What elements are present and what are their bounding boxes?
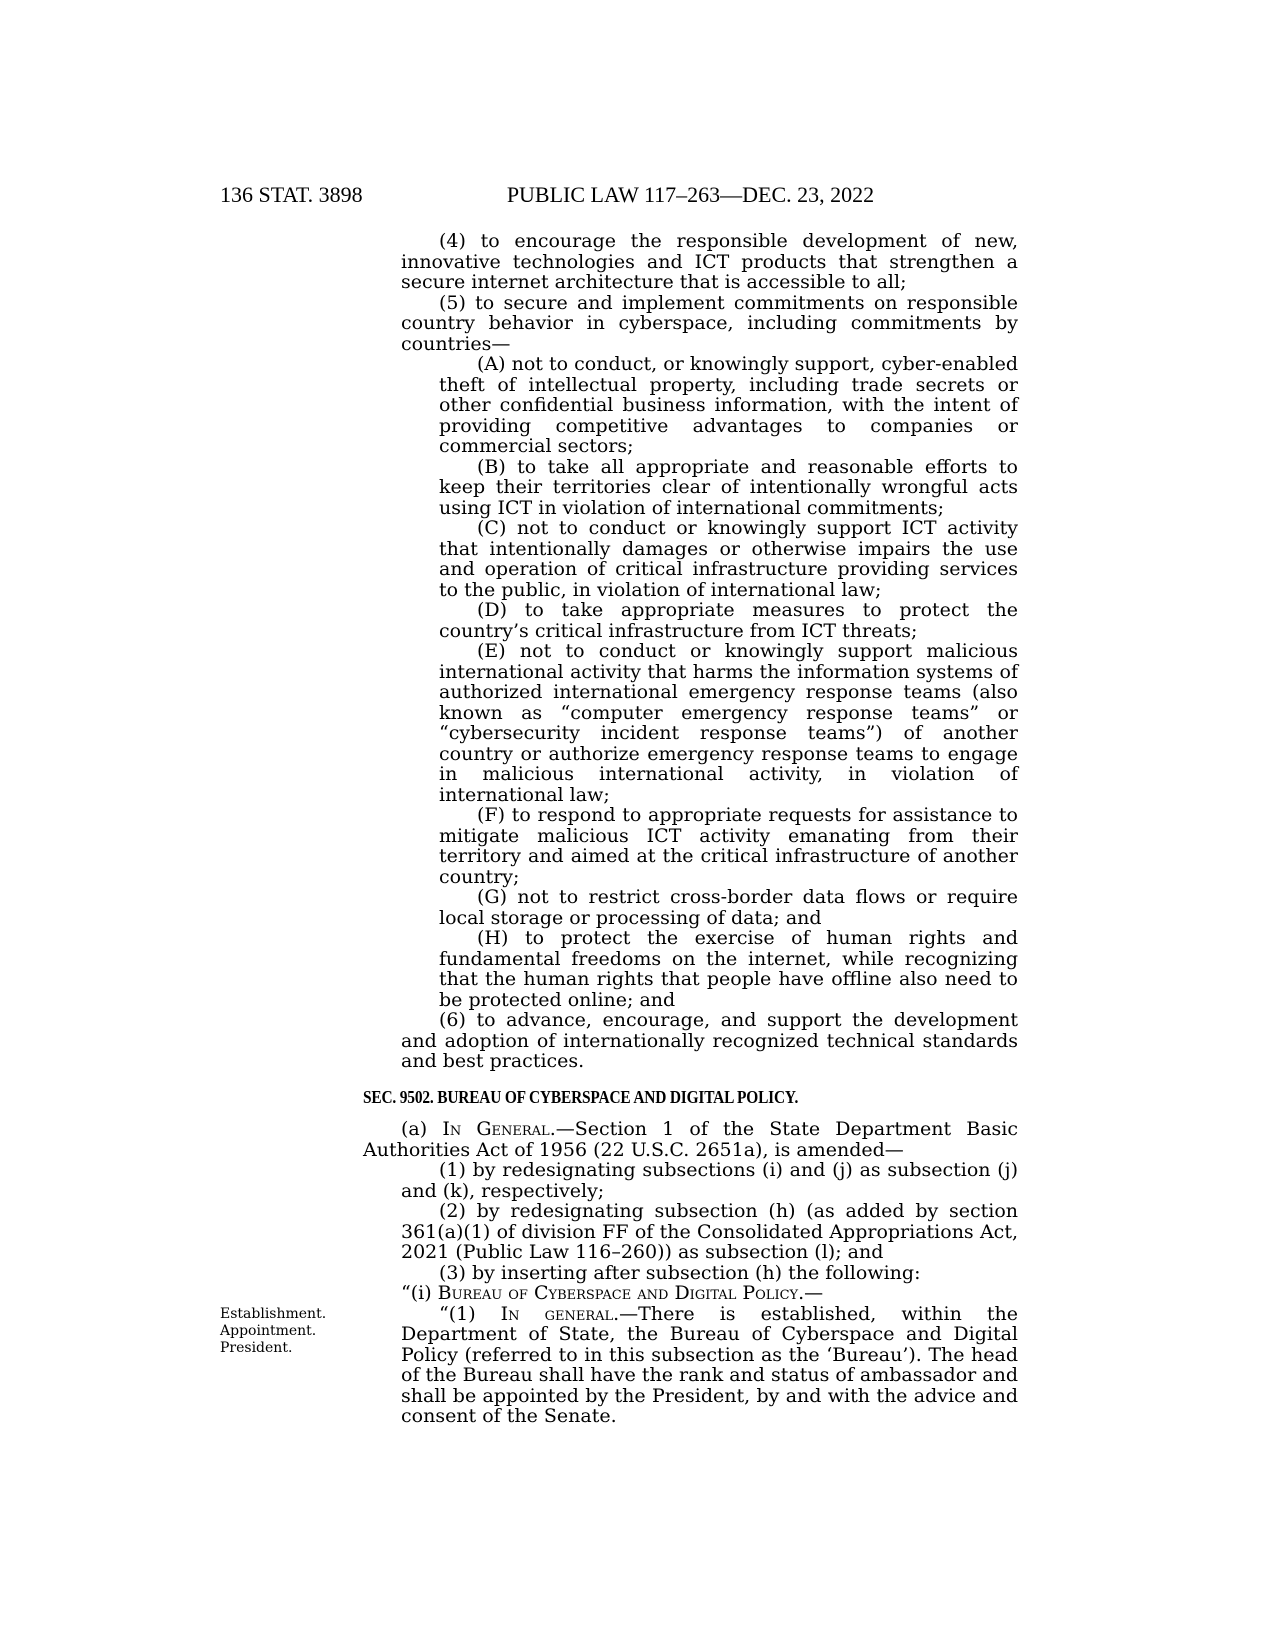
- quoted-subsection-i-heading: [401, 1283, 1018, 1304]
- amendment-3: (3) by inserting after subsection (h) the following:: [439, 1261, 921, 1284]
- quoted-subsection-i-dash: .—: [798, 1282, 824, 1305]
- section-9502-heading: SEC. 9502. BUREAU OF CYBERSPACE AND DIGITAL POLICY.: [363, 1086, 799, 1107]
- quoted-paragraph-1: [220, 1302, 1019, 1428]
- subsection-a-text: .—Section 1 of the State Department Basic Authorities Act of 1956 (22 U.S.C. 2651a), is amended—: [363, 1118, 1018, 1161]
- subparagraph-E: (E) not to conduct or knowingly support malicious international activity that harms the information systems of authorized international emergency response teams (also known as “computer emergency response teams” or “cybersecurity incident response teams”) of another country or authorize emergency response teams to engage in malicious international activity, in violation of international law;: [439, 640, 1018, 806]
- subparagraph-D: (D) to take appropriate measures to protect the country’s critical infrastructure from ICT threats;: [439, 599, 1018, 642]
- quoted-paragraph-1-title: In general: [500, 1302, 614, 1325]
- statute-body: [220, 230, 1019, 1428]
- clause-5: (5) to secure and implement commitments on responsible country behavior in cyberspace, including commitments by countries—: [401, 291, 1018, 355]
- subsection-a-number: (a): [401, 1118, 443, 1141]
- subsection-a: [363, 1119, 1018, 1160]
- quoted-paragraph-1-text: .—There is established, within the Department of State, the Bureau of Cyberspace and Digital Policy (referred to in this subsection as the ‘Bureau’). The head of the Bureau shall have the rank and status of ambassador and shall be appointed by the President, by and with the advice and consent of the Senate.: [401, 1302, 1019, 1428]
- quoted-subsection-i-number: “(i): [401, 1282, 438, 1305]
- margin-note-line: President.: [220, 1339, 293, 1356]
- subparagraph-B: (B) to take all appropriate and reasonable efforts to keep their territories clear of intentionally wrongful acts using ICT in violation of international commitments;: [439, 455, 1018, 519]
- clause-4: (4) to encourage the responsible development of new, innovative technologies and ICT products that strengthen a secure internet architecture that is accessible to all;: [401, 230, 1018, 293]
- subparagraph-H: (H) to protect the exercise of human rights and fundamental freedoms on the internet, while recognizing that the human rights that people have offline also need to be protected online; and: [439, 927, 1018, 1011]
- amendment-2: (2) by redesignating subsection (h) (as added by section 361(a)(1) of division FF of the Consolidated Appropriations Act, 2021 (Public Law 116–260)) as subsection (l); and: [401, 1200, 1018, 1264]
- stat-page-number: 136 STAT. 3898: [220, 182, 363, 207]
- subparagraph-A: (A) not to conduct, or knowingly support, cyber-enabled theft of intellectual property, including trade secrets or other confidential business information, with the intent of providing competitive advantages to companies or commercial sectors;: [439, 353, 1018, 457]
- margin-note-line: Establishment.: [220, 1305, 327, 1322]
- running-head-law-title: PUBLIC LAW 117–263—DEC. 23, 2022: [506, 182, 875, 207]
- subparagraph-G: (G) not to restrict cross-border data flows or require local storage or processing of data; and: [439, 886, 1018, 929]
- margin-note: [220, 1306, 370, 1357]
- margin-note-line: Appointment.: [220, 1322, 317, 1339]
- quoted-paragraph-1-number: “(1): [439, 1302, 501, 1325]
- subsection-a-title: In General: [442, 1118, 550, 1141]
- amendment-1: (1) by redesignating subsections (i) and (j) as subsection (j) and (k), respectively;: [401, 1159, 1018, 1202]
- quoted-subsection-i-title: Bureau of Cyberspace and Digital Policy: [437, 1282, 799, 1305]
- clause-6: (6) to advance, encourage, and support the development and adoption of internationally recognized technical standards and best practices.: [401, 1009, 1018, 1072]
- subparagraph-F: (F) to respond to appropriate requests for assistance to mitigate malicious ICT activity emanating from their territory and aimed at the critical infrastructure of another country;: [439, 804, 1018, 888]
- subparagraph-C: (C) not to conduct or knowingly support ICT activity that intentionally damages or otherwise impairs the use and operation of critical infrastructure providing services to the public, in violation of international law;: [439, 517, 1018, 601]
